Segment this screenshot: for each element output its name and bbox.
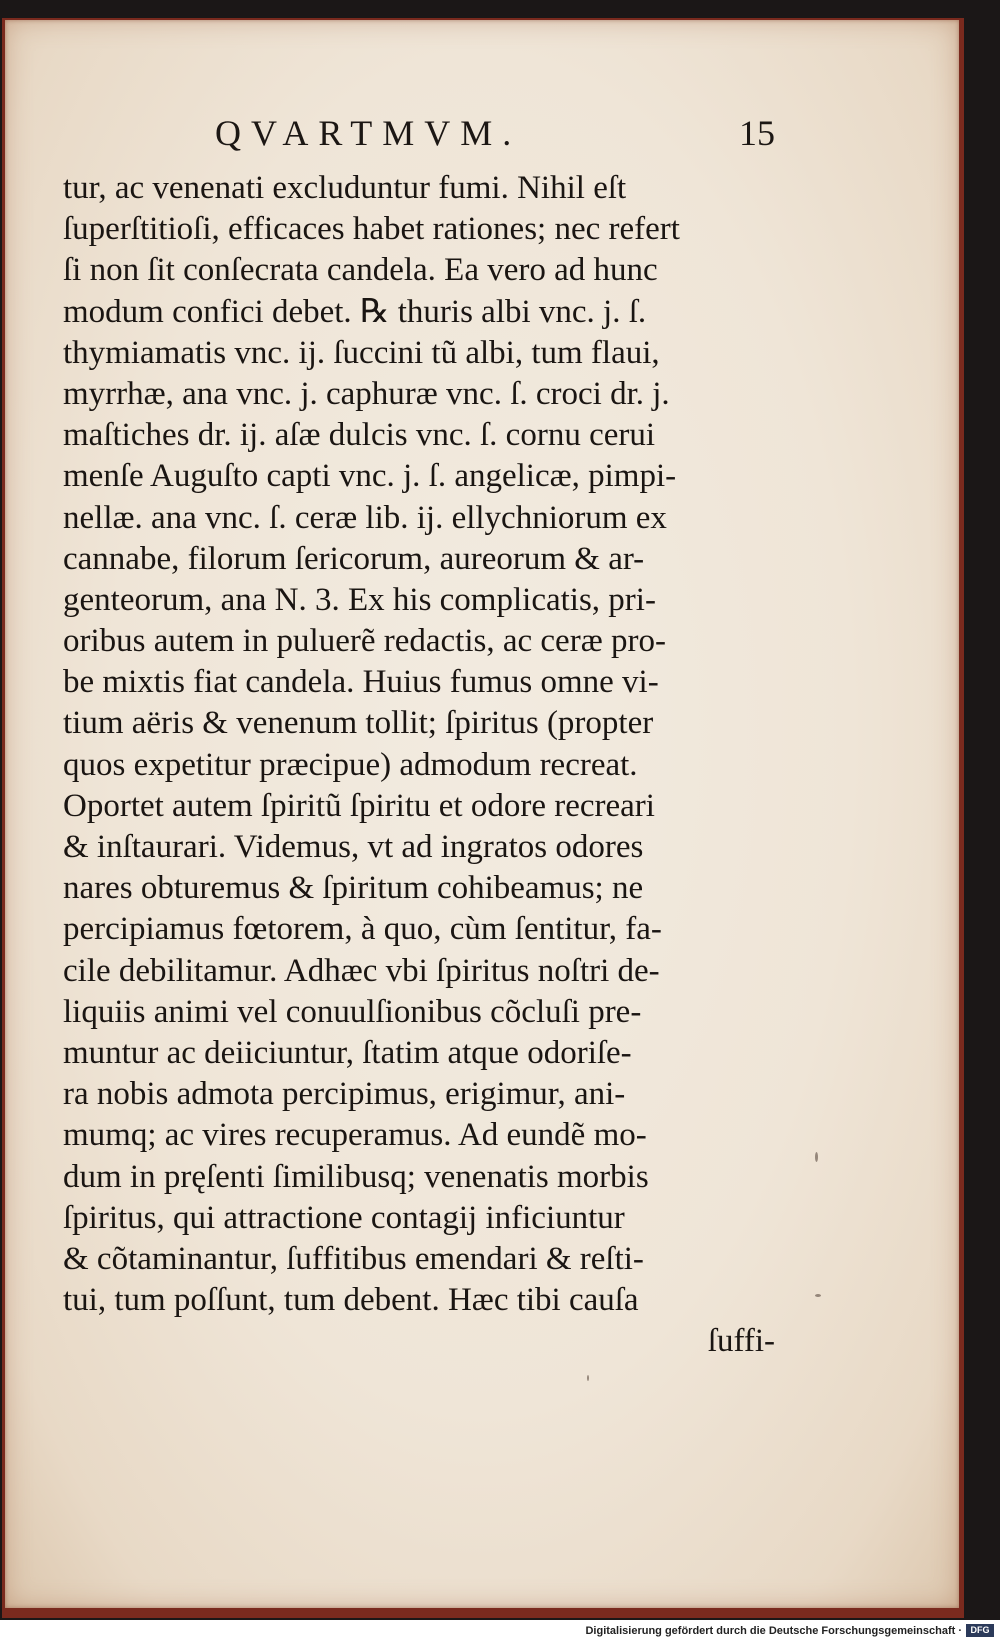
text-line: menſe Auguſto capti vnc. j. ſ. angelicæ, pimpi-: [63, 458, 677, 495]
funding-credit: Digitalisierung gefördert durch die Deutsche Forschungsgemeinschaft ·: [585, 1625, 962, 1637]
text-line: ſi non ſit conſecrata candela. Ea vero ad hunc: [63, 252, 658, 289]
text-line: muntur ac deiiciuntur, ſtatim atque odoriſe-: [63, 1034, 632, 1071]
text-line: ra nobis admota percipimus, erigimur, ani-: [63, 1076, 626, 1113]
running-head: QVARTMVM.: [215, 113, 522, 153]
text-line: thymiamatis vnc. ij. ſuccini tũ albi, tum flaui,: [63, 334, 660, 371]
text-line: tur, ac venenati excluduntur fumi. Nihil eſt: [63, 170, 627, 206]
text-line: genteorum, ana N. 3. Ex his complicatis, pri-: [63, 581, 656, 618]
text-line: nares obturemus & ſpiritum cohibeamus; ne: [63, 870, 644, 907]
text-line: ſpiritus, qui attractione contagij inficiuntur: [63, 1199, 625, 1236]
text-line: nellæ. ana vnc. ſ. ceræ lib. ij. ellychniorum ex: [63, 499, 667, 536]
page-number: 15: [739, 113, 775, 153]
text-line: oribus autem in puluerẽ redactis, ac ceræ pro-: [63, 623, 666, 660]
text-line: ſuperſtitioſi, efficaces habet rationes; nec refert: [63, 211, 680, 248]
text-line: Oportet autem ſpiritũ ſpiritu et odore recreari: [63, 787, 655, 824]
text-line: be mixtis fiat candela. Huius fumus omne vi-: [63, 664, 659, 701]
text-line: quos expetitur præcipue) admodum recreat.: [63, 746, 638, 783]
text-line: liquiis animi vel conuulſionibus cõcluſi pre-: [63, 993, 642, 1030]
catchword: ſuffi-: [707, 1323, 775, 1360]
text-line: & cõtaminantur, ſuffitibus emendari & reſti-: [63, 1240, 644, 1277]
text-line: cannabe, filorum ſericorum, aureorum & ar-: [63, 540, 645, 577]
text-line: cile debilitamur. Adhæc vbi ſpiritus noſtri de-: [63, 952, 660, 989]
text-line: myrrhæ, ana vnc. j. caphuræ vnc. ſ. croci dr. j.: [63, 375, 670, 412]
ink-speck: [815, 1152, 818, 1162]
body-text: [63, 168, 783, 1362]
paper-page: [5, 20, 959, 1608]
text-line: percipiamus fœtorem, à quo, cùm ſentitur, fa-: [63, 911, 662, 948]
text-line: dum in pręſenti ſimilibusq; venenatis morbis: [63, 1158, 649, 1195]
text-line: mumq; ac vires recuperamus. Ad eundẽ mo-: [63, 1117, 647, 1154]
text-line: tui, tum poſſunt, tum debent. Hæc tibi cauſa: [63, 1282, 639, 1319]
text-line: tium aëris & venenum tollit; ſpiritus (propter: [63, 705, 654, 742]
page-header: [215, 112, 775, 162]
text-line: maſtiches dr. ij. aſæ dulcis vnc. ſ. cornu cerui: [63, 417, 656, 454]
ink-speck: [815, 1294, 821, 1297]
text-line: modum confici debet. ℞ thuris albi vnc. j. ſ.: [63, 293, 647, 330]
dfg-logo: DFG: [966, 1624, 994, 1637]
text-line: & inſtaurari. Videmus, vt ad ingratos odores: [63, 829, 644, 865]
ink-speck: [587, 1375, 589, 1381]
